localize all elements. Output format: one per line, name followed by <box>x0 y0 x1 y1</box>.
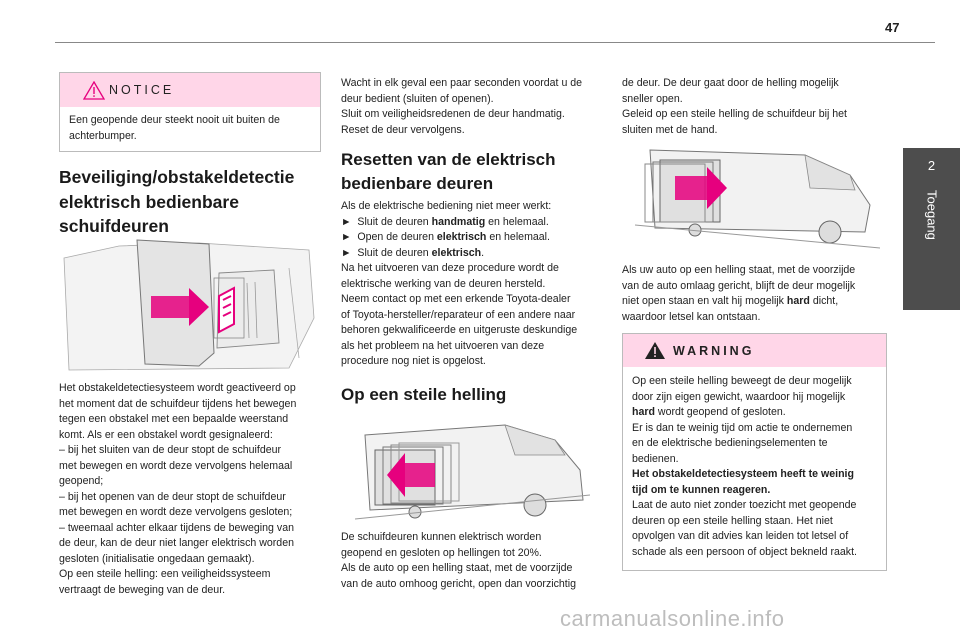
step-text: Sluit de deuren <box>357 215 432 228</box>
chapter-label: Toegang <box>924 190 940 240</box>
reset-step <box>341 215 606 231</box>
text-line: Wacht in elk geval een paar seconden voordat u de <box>341 77 583 89</box>
header-rule <box>55 42 935 43</box>
step-text: . <box>481 246 485 259</box>
warning-title: WARNING <box>673 344 755 358</box>
text-line: Na het uitvoeren van deze procedure wordt de <box>341 262 559 274</box>
text-line: en de elektrische bedieningselementen te <box>632 437 828 449</box>
section-heading-obstacle <box>59 165 329 239</box>
text-line: opvolgen van dit advies kan leiden tot letsel of <box>632 530 849 542</box>
text-line: als het probleem na het uitvoeren van deze <box>341 339 545 352</box>
illustration-door-obstacle <box>59 238 319 375</box>
page-number: 47 <box>885 20 900 35</box>
text-line: – bij het openen van de deur stopt de schuifdeur <box>59 490 286 503</box>
warning-header <box>623 334 886 367</box>
text-line: vertraagt de beweging van de deur. <box>59 583 226 596</box>
heading-line: Beveiliging/obstakeldetectie <box>59 167 295 187</box>
text-line: schade als een persoon of object bekneld raakt. <box>632 545 857 558</box>
caution-triangle-icon <box>83 81 105 100</box>
text-line: deur bedient (sluiten of openen). <box>341 92 494 105</box>
bullet-icon: ► <box>341 215 352 228</box>
slope-text <box>341 530 606 592</box>
section-heading-reset <box>341 148 611 196</box>
text-span: dicht, <box>809 295 839 307</box>
text-line: deuren op een steile helling staan. Het niet <box>632 514 833 527</box>
text-line: of Toyota-hersteller/reparateur of een andere naar <box>341 308 576 321</box>
text-line: De schuifdeuren kunnen elektrisch worden <box>341 531 542 543</box>
illustration-van-downhill <box>635 140 880 250</box>
step-text: en helemaal. <box>486 231 550 243</box>
text-line: komt. Als er een obstakel wordt gesignaleerd: <box>59 428 273 441</box>
text-line: bedienen. <box>632 452 679 465</box>
reset-step <box>341 230 606 246</box>
text-bold: hard <box>786 295 810 307</box>
text-line: elektrische werking van de deuren hersteld. <box>341 277 546 290</box>
step-bold: handmatig <box>431 215 486 228</box>
text-line: Op een steile helling beweegt de deur mogelijk <box>632 375 852 387</box>
downhill-text <box>622 263 887 325</box>
reset-step <box>341 246 606 262</box>
text-line: – bij het sluiten van de deur stopt de schuifdeur <box>59 444 282 456</box>
heading-line: bedienbare deuren <box>341 174 494 193</box>
text-line: Op een steile helling: een veiligheidssysteem <box>59 568 271 580</box>
notice-box <box>59 72 321 152</box>
text-bold: hard <box>632 406 655 418</box>
notice-title: NOTICE <box>109 83 175 97</box>
text-line: gesloten (initialisatie ongedaan gemaakt). <box>59 552 255 565</box>
text-line-bold: tijd om te kunnen reageren. <box>632 483 771 496</box>
text-line: Als de elektrische bediening niet meer werkt: <box>341 200 552 212</box>
text-line: waardoor letsel kan ontstaan. <box>622 310 761 323</box>
heading-line: elektrisch bedienbare <box>59 191 239 212</box>
step-bold: elektrisch <box>436 231 487 243</box>
heading-line: Resetten van de elektrisch <box>341 150 556 169</box>
text-span: niet open staan en valt hij mogelijk <box>622 295 787 307</box>
step-bold: elektrisch <box>431 246 482 259</box>
text-line: van de auto omhoog gericht, open dan voorzichtig <box>341 577 576 590</box>
text-line: Het obstakeldetectiesysteem wordt geactiveerd op <box>59 382 296 394</box>
text-line <box>632 405 880 421</box>
text-line: behoren gekwalificeerde en uitgeruste deskundige <box>341 324 578 336</box>
warning-text <box>632 374 880 560</box>
text-line: – tweemaal achter elkaar tijdens de beweging van <box>59 521 294 534</box>
text-line: Neem contact op met een erkende Toyota-dealer <box>341 293 571 305</box>
text-line: het moment dat de schuifdeur tijdens het bewegen <box>59 397 297 410</box>
text-line: Laat de auto niet zonder toezicht met geopende <box>632 499 857 511</box>
text-line: Geleid op een steile helling de schuifdeur bij het <box>622 108 847 120</box>
notice-header <box>60 73 320 107</box>
text-line: geopend; <box>59 475 104 487</box>
text-line-bold: Het obstakeldetectiesysteem heeft te weinig <box>632 468 854 480</box>
text-line: procedure nog niet is opgelost. <box>341 355 486 367</box>
text-line: sneller open. <box>622 92 683 105</box>
text-line: Reset de deur vervolgens. <box>341 123 465 136</box>
text-line: geopend en gesloten op hellingen tot 20%. <box>341 546 542 559</box>
slope-continued <box>622 76 887 138</box>
text-line: Er is dan te weinig tijd om actie te ondernemen <box>632 421 853 434</box>
text-line <box>622 294 887 310</box>
watermark: carmanualsonline.info <box>560 606 785 631</box>
text-line: Als de auto op een helling staat, met de voorzijde <box>341 562 573 574</box>
bullet-icon: ► <box>341 246 352 259</box>
step-text: Sluit de deuren <box>357 246 432 259</box>
bullet-icon: ► <box>341 231 352 243</box>
text-span: wordt geopend of gesloten. <box>654 406 786 418</box>
text-line: Als uw auto op een helling staat, met de voorzijde <box>622 264 856 276</box>
text-line: met bewegen en wordt deze vervolgens helemaal <box>59 459 293 472</box>
text-line: Sluit om veiligheidsredenen de deur handmatig. <box>341 108 565 120</box>
wait-instructions <box>341 76 606 138</box>
text-line: sluiten met de hand. <box>622 123 718 136</box>
step-text: en helemaal. <box>485 215 549 228</box>
obstacle-description <box>59 381 329 598</box>
section-heading-slope: Op een steile helling <box>341 385 507 404</box>
warning-box <box>622 333 887 571</box>
reset-procedure <box>341 199 606 370</box>
text-line: tegen een obstakel met een bepaalde weerstand <box>59 413 289 425</box>
text-line: met bewegen en wordt deze vervolgens gesloten; <box>59 506 293 518</box>
text-line: de deur, kan de deur niet langer elektrisch worden <box>59 537 294 549</box>
warning-triangle-icon <box>644 341 666 360</box>
notice-text: Een geopende deur steekt nooit uit buiten de achterbumper. <box>69 114 280 142</box>
chapter-number: 2 <box>927 158 936 173</box>
heading-line: schuifdeuren <box>59 216 169 236</box>
text-line: door zijn eigen gewicht, waardoor hij mogelijk <box>632 390 846 403</box>
illustration-van-uphill <box>355 415 590 520</box>
step-text: Open de deuren <box>357 231 437 243</box>
text-line: de deur. De deur gaat door de helling mogelijk <box>622 77 839 89</box>
text-line: van de auto omlaag gericht, blijft de deur mogelijk <box>622 279 856 292</box>
